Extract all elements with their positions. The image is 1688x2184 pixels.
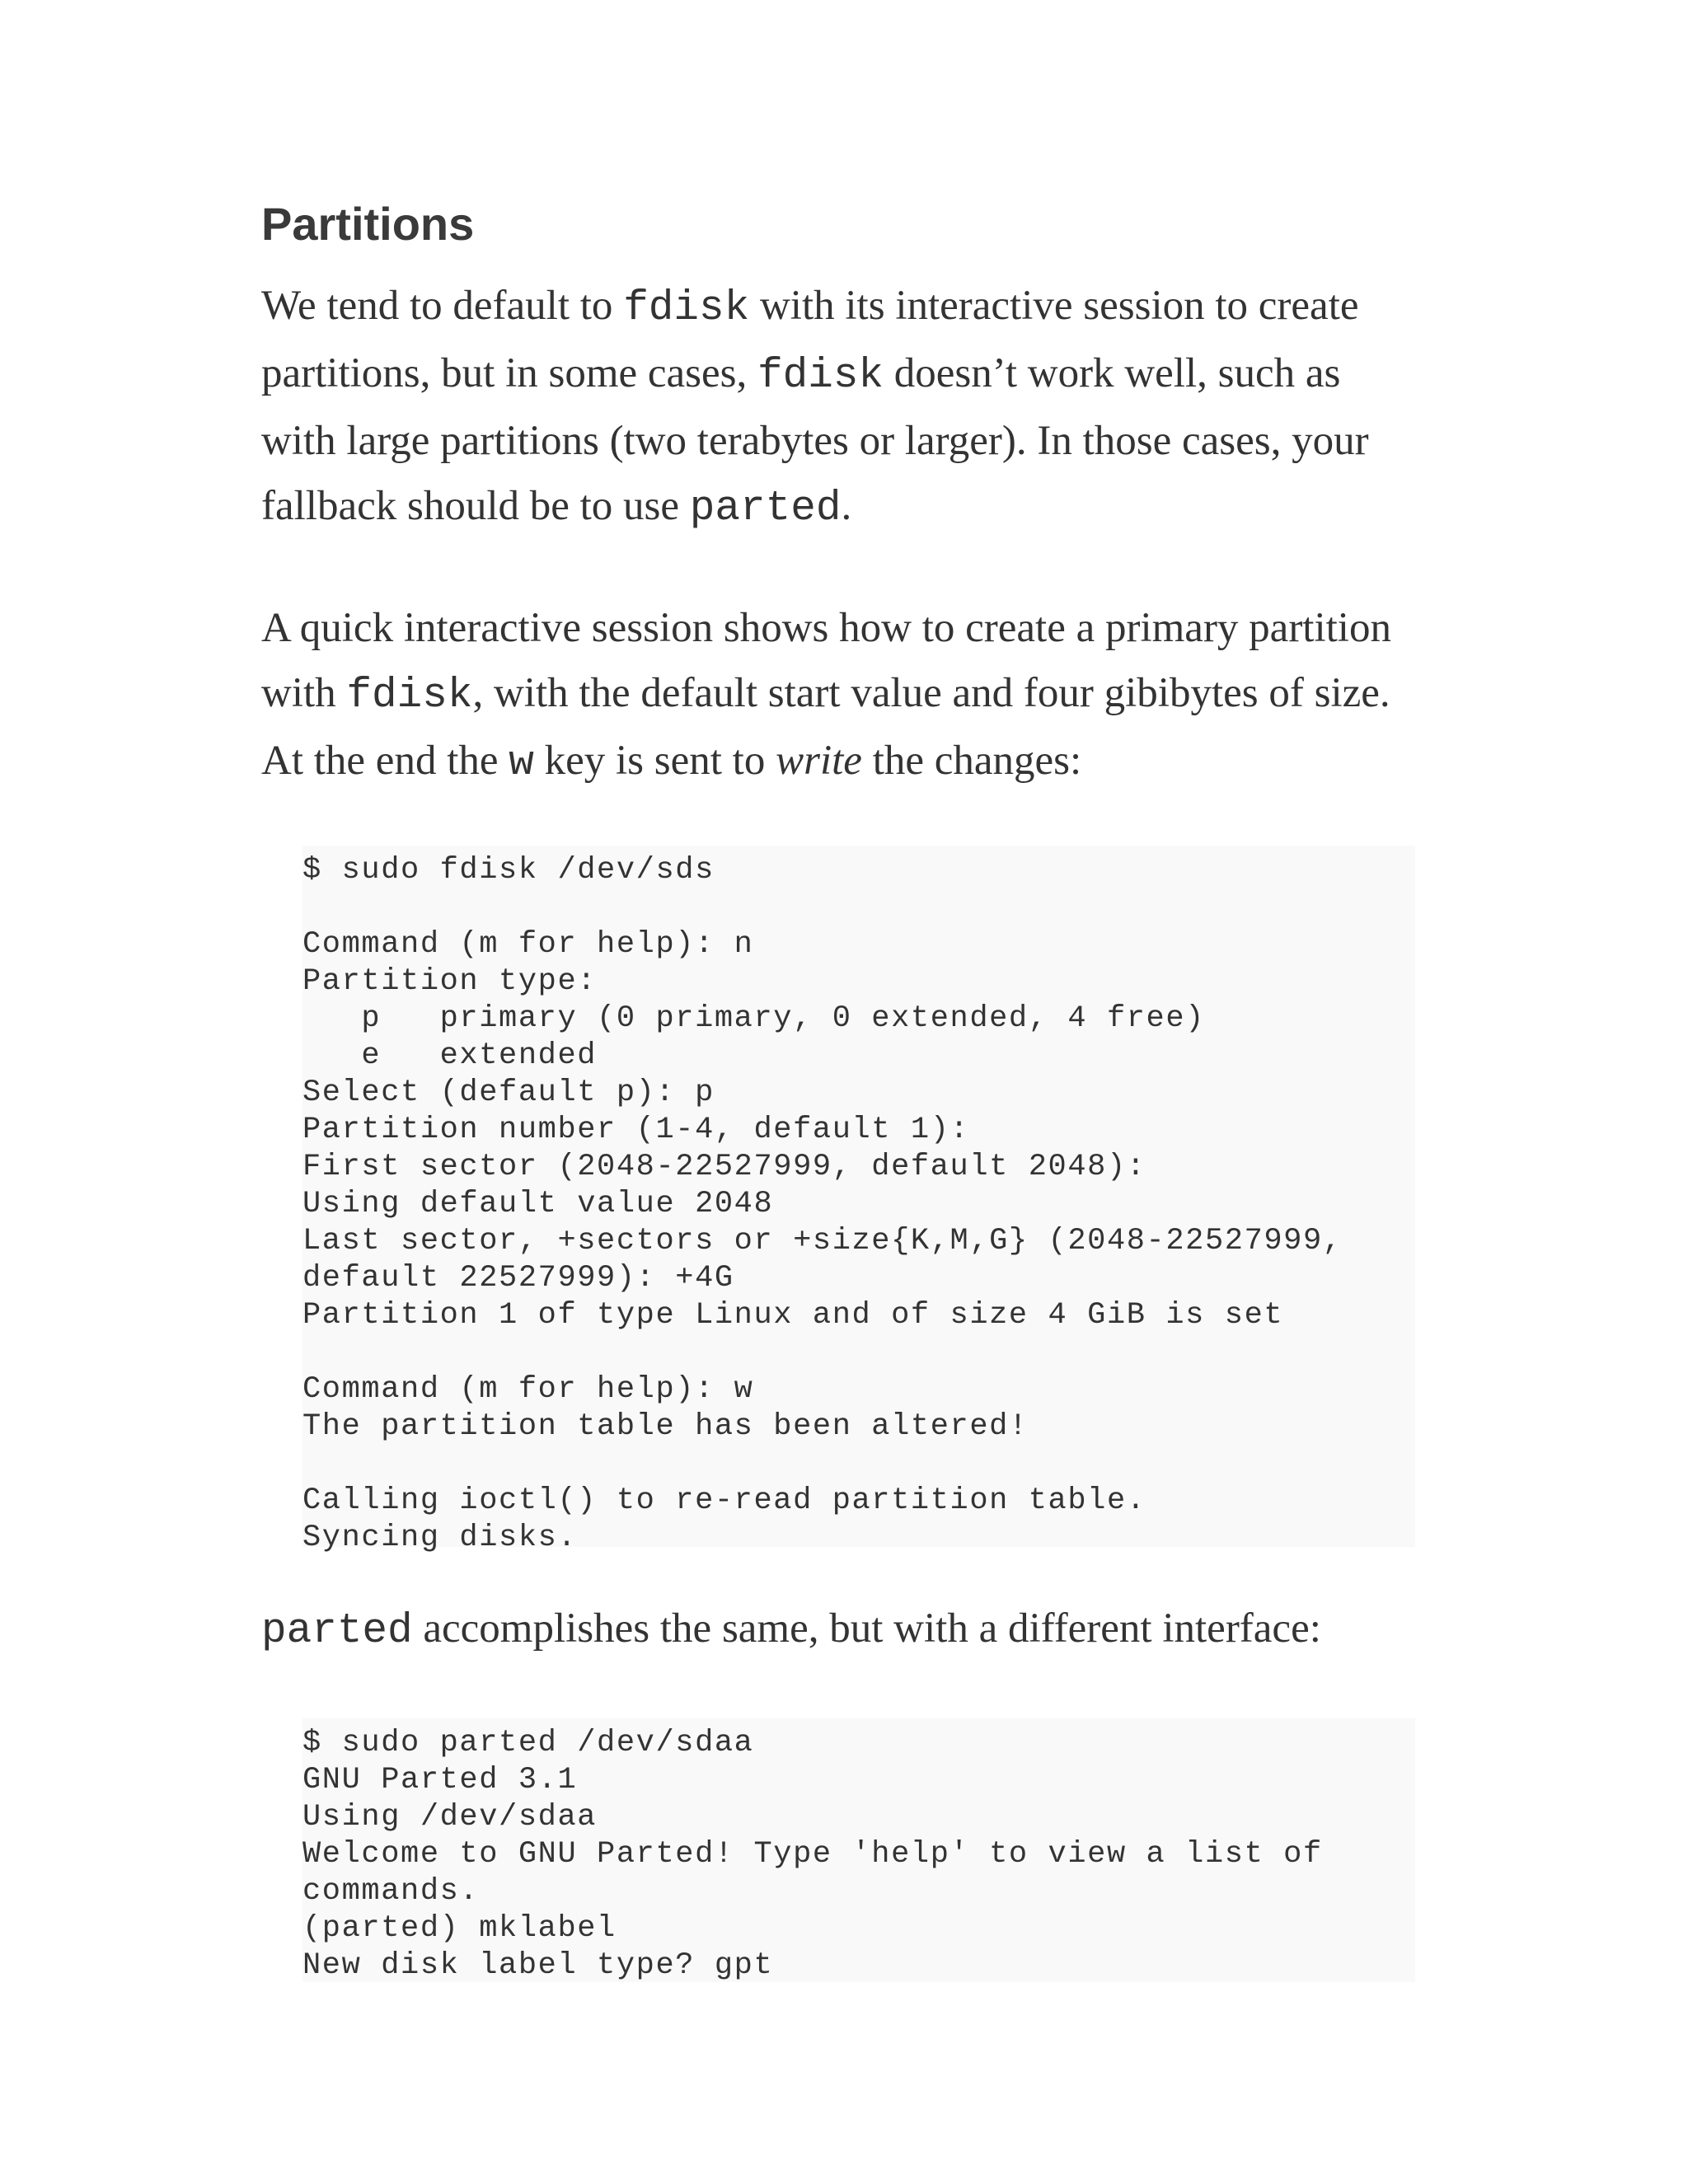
text-run: A quick interactive session shows how to create a primary partition with (261, 605, 1391, 716)
text-run: , with the default start value and four gibibytes of size. At the end the (261, 670, 1390, 784)
text-run: with its interactive session to create partitions, but in some cases, (261, 283, 1359, 396)
inline-code: fdisk (757, 353, 884, 400)
text-run: . (841, 483, 852, 529)
fdisk-description-paragraph (261, 596, 1415, 796)
fdisk-code-block: $ sudo fdisk /dev/sds Command (m for help): n Partition type: p primary (0 primary, 0 extended, 4 free) e extended Select (default p): p Partition number (1-4, default 1): First sector (2048-22527999, default 2048): Using default value 2048 Last sector, +sectors or +size{K,M,G} (2048-22527999, default 22527999): +4G Partition 1 of type Linux and of size 4 GiB is set Command (m for help): w The partition table has been altered! Calling ioctl() to re-read partition table. Syncing disks. (302, 846, 1415, 1547)
text-run: the changes: (861, 738, 1082, 784)
inline-code: w (509, 740, 534, 787)
intro-paragraph (261, 274, 1415, 541)
parted-description-paragraph (261, 1596, 1415, 1664)
document-page (261, 191, 1415, 1982)
section-heading: Partitions (261, 198, 475, 250)
text-run: key is sent to (533, 738, 776, 784)
text-run: accomplishes the same, but with a different interface: (412, 1605, 1321, 1652)
inline-code: parted (689, 485, 842, 532)
parted-code-block: $ sudo parted /dev/sdaa GNU Parted 3.1 Using /dev/sdaa Welcome to GNU Parted! Type 'help' to view a list of commands. (parted) mklabel New disk label type? gpt (302, 1718, 1415, 1982)
text-run: We tend to default to (261, 283, 624, 329)
inline-code: fdisk (346, 673, 473, 719)
emphasis-text: write (776, 738, 862, 784)
inline-code: fdisk (623, 285, 750, 332)
text-run: doesn’t work well, such as with large partitions (two terabytes or larger). In those cases, your fallback should be to use (261, 350, 1369, 529)
inline-code: parted (261, 1608, 413, 1655)
